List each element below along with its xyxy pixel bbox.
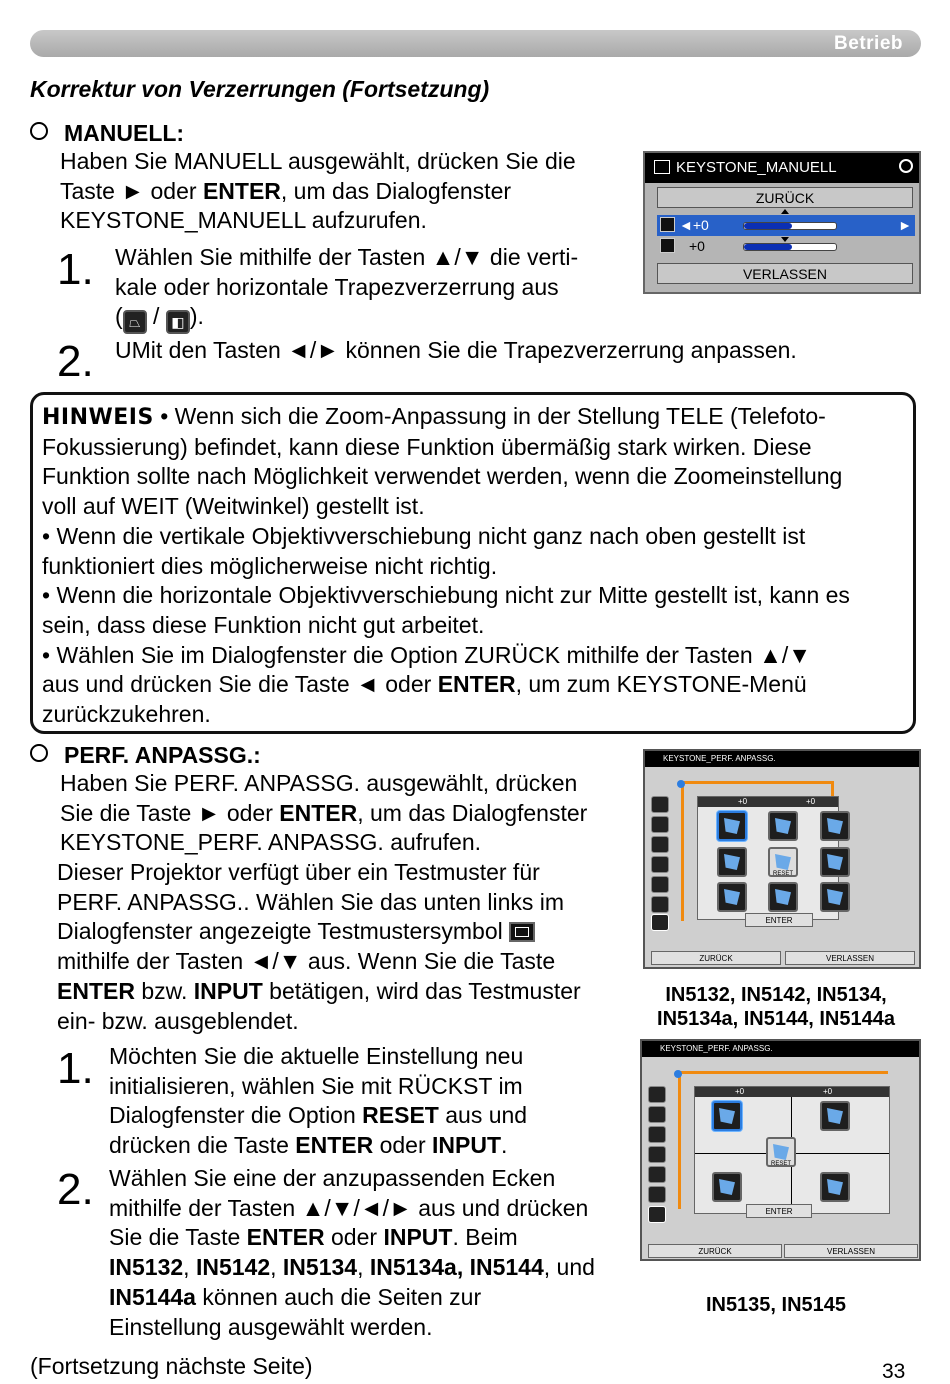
test-pattern-icon: [509, 922, 535, 942]
perf-line: PERF. ANPASSG.. Wählen Sie das unten links im: [57, 888, 565, 915]
vertical-keystone-icon: [660, 217, 675, 232]
step-line: [109, 1223, 639, 1253]
menu-icon[interactable]: [648, 1106, 666, 1123]
dialog-title-bar: [645, 751, 919, 767]
step-line: Wählen Sie eine der anzupassenden Ecken: [109, 1165, 556, 1191]
dialog-2-caption: IN5135, IN5145: [705, 1294, 847, 1316]
text: aus und drücken Sie die Taste ◄ oder: [42, 671, 438, 698]
text: Sie die Taste ► oder: [60, 799, 280, 826]
horizontal-value: +0: [689, 238, 705, 254]
text: oder: [373, 1132, 433, 1159]
side-right[interactable]: [820, 847, 850, 877]
corner-bottom-right[interactable]: [820, 882, 850, 912]
settings-icon: [899, 159, 913, 173]
text: , und: [543, 1254, 595, 1281]
step-number: 2.: [57, 1165, 94, 1214]
perf-line: Dieser Projektor verfügt über ein Testmuster für: [57, 859, 540, 885]
orange-guide: [681, 781, 831, 784]
text: , um das Dialogfenster: [357, 799, 588, 826]
menu-icon[interactable]: [648, 1126, 666, 1143]
perf-line: [57, 977, 635, 1007]
horizontal-keystone-row[interactable]: [657, 236, 913, 257]
caption-line: IN5132, IN5142, IN5134,: [665, 984, 887, 1006]
menu-icon[interactable]: [651, 876, 669, 893]
reset-label: RESET: [772, 871, 793, 877]
test-pattern-icon[interactable]: [648, 1206, 666, 1223]
exit-button[interactable]: [784, 1244, 918, 1258]
note-line: [42, 670, 914, 700]
orange-guide: [678, 1071, 681, 1209]
value-1: +0: [738, 797, 748, 806]
model-label: IN5144a: [109, 1283, 196, 1310]
menu-icon[interactable]: [648, 1146, 666, 1163]
horizontal-slider-fill: [744, 244, 792, 250]
orange-guide: [831, 781, 834, 797]
step-line: [109, 1283, 639, 1313]
menu-icon[interactable]: [651, 816, 669, 833]
horizontal-slider[interactable]: [743, 243, 837, 251]
perf-step-2: [109, 1164, 639, 1342]
corner-bottom-left[interactable]: [717, 882, 747, 912]
enter-key-label: ENTER: [202, 177, 281, 204]
manual-intro-line: Haben Sie MANUELL ausgewählt, drücken Sie die: [60, 148, 576, 174]
back-label: ZURÜCK: [698, 1247, 732, 1256]
text: Dialogfenster angezeigte Testmustersymbol: [57, 918, 503, 945]
manual-intro-line: KEYSTONE_MANUELL aufzurufen.: [60, 207, 427, 234]
perf-description: [57, 858, 635, 1036]
perf-intro: [60, 769, 635, 858]
text: können auch die Seiten zur: [195, 1283, 482, 1310]
perf-line: mithilfe der Tasten ◄/▼ aus. Wenn Sie die Taste: [57, 948, 556, 975]
perf-step-1: [109, 1042, 629, 1161]
exit-button[interactable]: [657, 263, 913, 284]
step-line: Einstellung ausgewählt werden.: [109, 1313, 433, 1340]
menu-icon[interactable]: [648, 1086, 666, 1103]
enter-key-label: ENTER: [57, 977, 135, 1004]
input-key-label: INPUT: [432, 1132, 502, 1159]
exit-label: VERLASSEN: [825, 954, 875, 963]
text: • Wenn sich die Zoom-Anpassung in der Stellung TELE (Telefoto-: [153, 403, 826, 429]
note-line: zurückzukehren.: [42, 701, 211, 728]
text: bzw.: [134, 977, 194, 1004]
manual-intro: [60, 147, 620, 236]
caption-line: IN5134a, IN5144, IN5144a: [657, 1008, 895, 1030]
text: Sie die Taste: [109, 1224, 247, 1251]
note-line: • Wählen Sie im Dialogfenster die Option ZURÜCK mithilfe der Tasten ▲/▼: [42, 641, 812, 668]
step-line: [109, 1131, 629, 1161]
section-header-bar: [30, 30, 921, 57]
menu-icon[interactable]: [648, 1186, 666, 1203]
step-line: mithilfe der Tasten ▲/▼/◄/► aus und drücken: [109, 1194, 589, 1221]
perf-line: [57, 917, 635, 947]
back-button[interactable]: [651, 951, 781, 965]
dialog-title: KEYSTONE_MANUELL: [676, 159, 837, 176]
horizontal-keystone-icon: [660, 238, 675, 253]
model-label: IN5134a, IN5144: [369, 1254, 544, 1281]
reset-button[interactable]: [768, 847, 798, 877]
enter-button[interactable]: [746, 1204, 812, 1218]
text: ).: [189, 303, 204, 330]
manual-intro-line: [60, 177, 620, 207]
step-line: Wählen Sie mithilfe der Tasten ▲/▼ die verti-: [115, 244, 579, 270]
manual-step-2: UMit den Tasten ◄/► können Sie die Trapezverzerrung anpassen.: [115, 337, 797, 363]
text: Taste ► oder: [60, 177, 203, 204]
exit-label: VERLASSEN: [742, 266, 828, 282]
up-arrow-icon: [781, 209, 789, 214]
menu-icon[interactable]: [651, 796, 669, 813]
value-1: +0: [735, 1087, 745, 1096]
corner-bottom-left[interactable]: [712, 1172, 742, 1202]
note-label: HINWEIS: [42, 405, 154, 430]
reset-label: RESET: [362, 1102, 439, 1129]
perf-dialog-1: [643, 749, 921, 969]
vertical-keystone-row[interactable]: [657, 215, 915, 236]
model-label: IN5142: [195, 1254, 271, 1281]
step-number: 1.: [57, 1044, 94, 1093]
note-line: sein, dass diese Funktion nicht gut arbeitet.: [42, 611, 485, 638]
text: (: [115, 303, 123, 330]
note-line: voll auf WEIT (Weitwinkel) gestellt ist.: [42, 493, 425, 520]
left-arrow-icon: ◄: [679, 217, 693, 233]
manual-step-1: [115, 243, 625, 334]
step-line: Möchten Sie die aktuelle Einstellung neu: [109, 1043, 524, 1069]
corner-top-right[interactable]: [820, 811, 850, 841]
enter-key-label: ENTER: [295, 1132, 374, 1159]
note-text: [42, 402, 914, 730]
corner-top-left[interactable]: [717, 811, 747, 841]
input-key-label: INPUT: [383, 1224, 453, 1251]
vertical-slider-fill: [744, 223, 792, 229]
continued-note: (Fortsetzung nächste Seite): [30, 1353, 313, 1379]
orange-guide: [681, 781, 684, 921]
enter-key-label: ENTER: [246, 1224, 325, 1251]
dialog-1-caption: [640, 983, 912, 1031]
dialog-title: KEYSTONE_PERF. ANPASSG.: [660, 1044, 773, 1053]
side-top[interactable]: [768, 811, 798, 841]
horizontal-keystone-icon: ◧: [166, 310, 190, 334]
position-marker-icon: [674, 1070, 682, 1078]
side-left[interactable]: [717, 847, 747, 877]
keystone-icon: [654, 160, 670, 174]
text: . Beim: [452, 1224, 518, 1251]
text: ,: [357, 1254, 370, 1281]
enter-button[interactable]: [745, 913, 813, 927]
enter-key-label: ENTER: [437, 671, 516, 698]
bullet-circle-icon: [30, 122, 48, 140]
page-title: Korrektur von Verzerrungen (Fortsetzung): [30, 76, 490, 102]
exit-button[interactable]: [785, 951, 915, 965]
side-bottom[interactable]: [768, 882, 798, 912]
back-label: ZURÜCK: [699, 954, 733, 963]
right-arrow-icon: ►: [898, 217, 912, 233]
test-pattern-icon[interactable]: [651, 914, 669, 931]
position-marker-icon: [677, 780, 685, 788]
reset-button[interactable]: [766, 1137, 796, 1167]
text: ,: [183, 1254, 196, 1281]
step-line: [109, 1101, 629, 1131]
text: .: [501, 1132, 508, 1159]
enter-key-label: ENTER: [279, 799, 358, 826]
note-line: funktioniert dies möglicherweise nicht richtig.: [42, 552, 498, 579]
note-line: • Wenn die horizontale Objektivverschiebung nicht zur Mitte gestellt ist, kann es: [42, 582, 850, 609]
perf-heading: [30, 742, 261, 769]
text: ,: [270, 1254, 283, 1281]
vertical-slider[interactable]: [743, 222, 837, 230]
keystone-manual-dialog: [643, 151, 921, 294]
enter-label: ENTER: [765, 916, 793, 925]
corner-top-right[interactable]: [820, 1101, 850, 1131]
perf-dialog-2: [640, 1039, 921, 1261]
step-number: 1.: [57, 245, 94, 294]
step-number: 2.: [57, 337, 94, 386]
enter-label: ENTER: [765, 1207, 793, 1216]
menu-icon[interactable]: [651, 836, 669, 853]
text: Dialogfenster die Option: [109, 1102, 363, 1129]
perf-line: ein- bzw. ausgeblendet.: [57, 1007, 299, 1034]
perf-intro-line: [60, 799, 635, 829]
model-label: IN5132: [109, 1254, 184, 1281]
text: betätigen, wird das Testmuster: [262, 977, 581, 1004]
vertical-keystone-icon: ⏢: [123, 310, 147, 334]
menu-icon[interactable]: [651, 856, 669, 873]
menu-icon[interactable]: [651, 896, 669, 913]
exit-label: VERLASSEN: [826, 1247, 876, 1256]
text: oder: [324, 1224, 384, 1251]
text: , um zum KEYSTONE-Menü: [515, 671, 807, 698]
dialog-title-bar: [642, 1041, 919, 1057]
step-line: initialisieren, wählen Sie mit RÜCKST im: [109, 1072, 523, 1099]
corner-top-left[interactable]: [712, 1101, 742, 1131]
dialog-title-bar: [645, 153, 919, 183]
back-label: ZURÜCK: [755, 190, 815, 206]
corner-bottom-right[interactable]: [820, 1172, 850, 1202]
value-2: +0: [823, 1087, 833, 1096]
bullet-circle-icon: [30, 744, 48, 762]
perf-heading-text: PERF. ANPASSG.:: [64, 742, 261, 768]
input-key-label: INPUT: [193, 977, 263, 1004]
perf-intro-line: Haben Sie PERF. ANPASSG. ausgewählt, drücken: [60, 770, 578, 796]
step-line: [109, 1253, 639, 1283]
back-button[interactable]: [657, 187, 913, 208]
perf-intro-line: KEYSTONE_PERF. ANPASSG. aufrufen.: [60, 829, 481, 856]
text: , um das Dialogfenster: [280, 177, 512, 204]
manual-heading-text: MANUELL:: [64, 120, 185, 146]
note-line: Fokussierung) befindet, kann diese Funktion übermäßig stark wirken. Diese: [42, 433, 812, 460]
note-line: Funktion sollte nach Möglichkeit verwendet werden, wenn die Zoomeinstellung: [42, 463, 843, 490]
value-2: +0: [806, 797, 816, 806]
menu-icon[interactable]: [648, 1166, 666, 1183]
manual-heading: [30, 120, 184, 147]
section-label: Betrieb: [834, 33, 903, 54]
step-line: [115, 302, 625, 334]
text: aus und: [438, 1102, 528, 1129]
page-number: 33: [882, 1360, 906, 1383]
model-label: IN5134: [282, 1254, 358, 1281]
note-line: [42, 402, 914, 433]
vertical-value: +0: [692, 217, 709, 233]
orange-guide: [678, 1071, 888, 1074]
value-bar: [695, 1087, 889, 1097]
text: drücken die Taste: [109, 1132, 296, 1159]
value-bar: [698, 797, 838, 807]
step-line: kale oder horizontale Trapezverzerrung aus: [115, 273, 559, 300]
back-button[interactable]: [648, 1244, 782, 1258]
reset-label: RESET: [770, 1161, 791, 1167]
dialog-title: KEYSTONE_PERF. ANPASSG.: [663, 754, 776, 763]
note-line: • Wenn die vertikale Objektivverschiebung nicht ganz nach oben gestellt ist: [42, 522, 806, 549]
text: /: [146, 303, 166, 330]
